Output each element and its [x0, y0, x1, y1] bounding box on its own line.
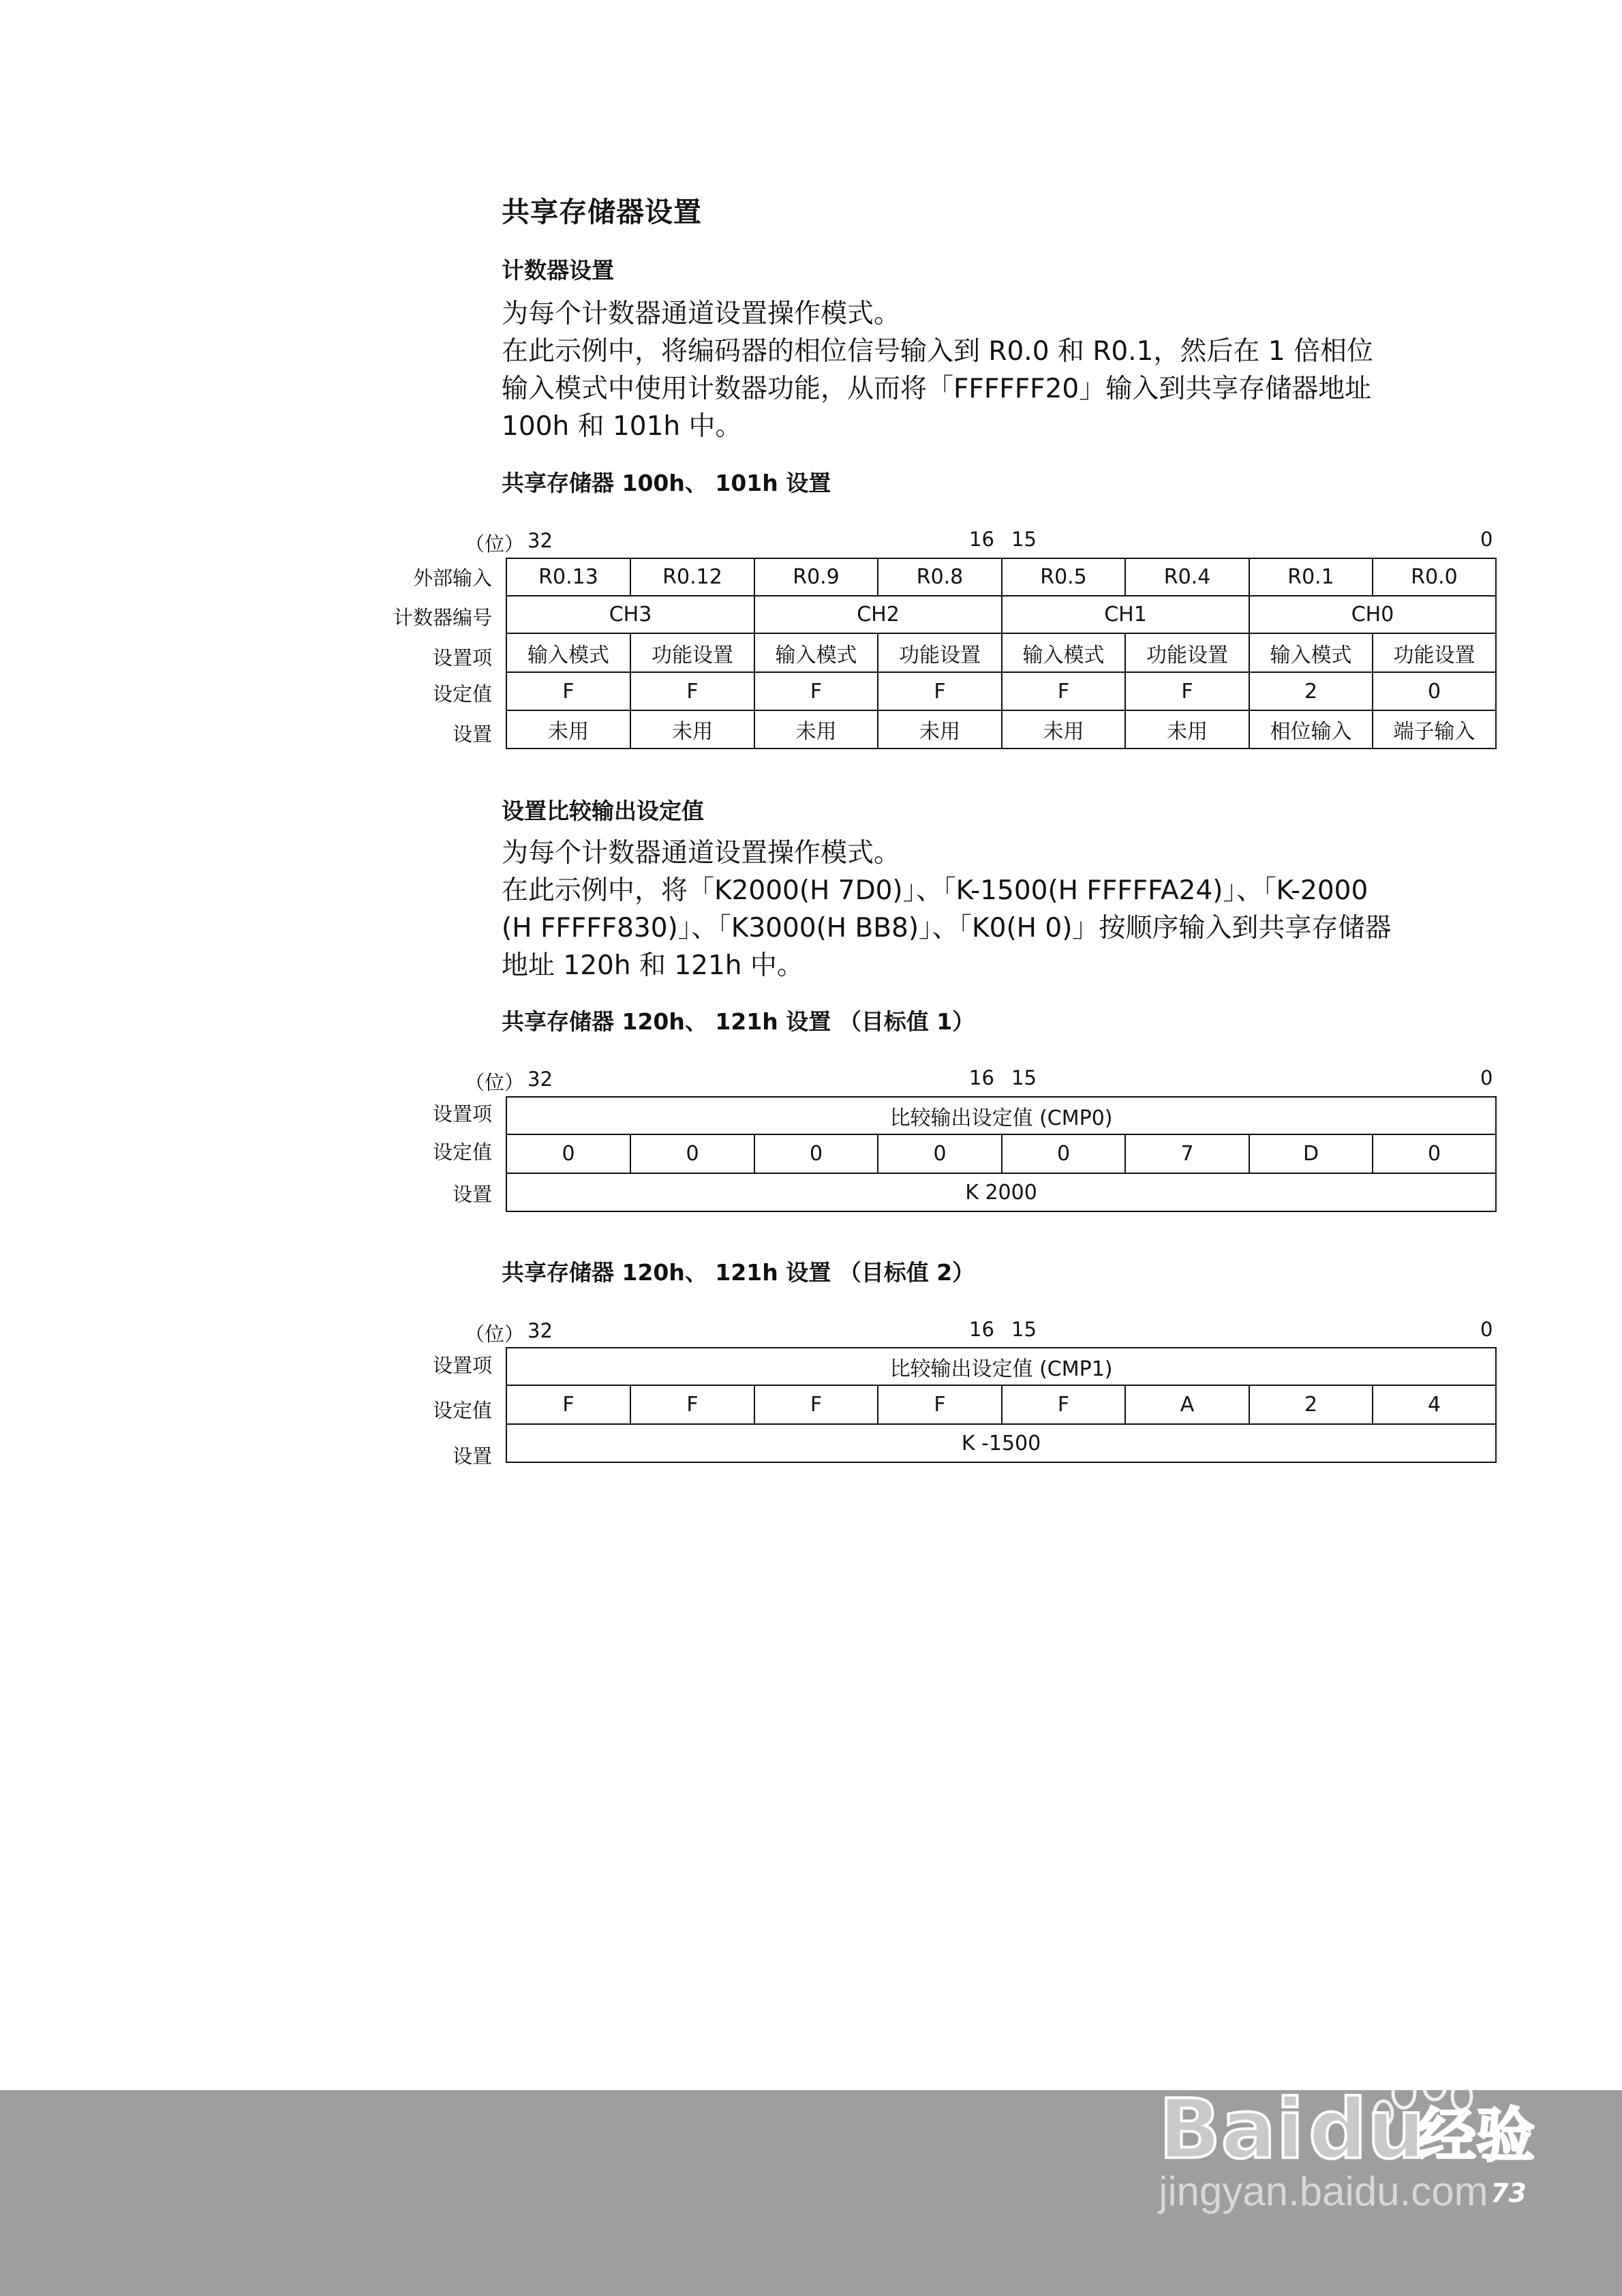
row-label-setting-item: 设置项	[432, 646, 492, 669]
external-input-row	[506, 558, 1496, 596]
cell-setting: 未用	[630, 710, 754, 749]
cell-setting: 相位输入	[1249, 710, 1373, 749]
setting-value-row	[506, 1134, 1496, 1173]
svg-text:Bai: Bai	[1159, 2083, 1304, 2168]
row-label-setting: 设置	[452, 1445, 492, 1468]
cell-setting-value: A	[1125, 1385, 1249, 1424]
setting-item-row	[506, 1348, 1496, 1385]
cell-setting-value: 7	[1125, 1134, 1249, 1173]
cell-channel: CH3	[506, 596, 754, 633]
cell-setting-value: 0	[630, 1134, 754, 1173]
bit-32-label: 32	[527, 1319, 553, 1342]
cell-setting-value: 0	[754, 1134, 878, 1173]
bit-32-label: 32	[527, 529, 553, 552]
shared-memory-120h-target2-table	[506, 1347, 1497, 1463]
cell-setting-item: 功能设置	[630, 633, 754, 672]
section2-paragraph	[502, 834, 1503, 984]
cell-setting-item: 比较输出设定值 (CMP0)	[506, 1097, 1496, 1134]
bit-unit-label: （位）	[465, 532, 525, 556]
cell-external-input: R0.8	[878, 558, 1002, 596]
cell-channel: CH1	[1002, 596, 1249, 633]
cell-setting-value: 0	[1002, 1134, 1125, 1173]
cell-setting: 未用	[506, 710, 630, 749]
setting-item-row	[506, 1097, 1496, 1134]
shared-memory-120h-target1-table	[506, 1096, 1497, 1212]
svg-text:du: du	[1309, 2083, 1426, 2168]
row-label-setting-item: 设置项	[432, 1354, 492, 1377]
cell-setting-item: 输入模式	[1002, 633, 1125, 672]
table-title-120h-target1: 共享存储器 120h、 121h 设置 （目标值 1）	[502, 1008, 975, 1035]
cell-setting-value: F	[506, 672, 630, 710]
bit-16-label: 16	[969, 1066, 994, 1089]
paragraph-line: 100h 和 101h 中。	[502, 411, 742, 442]
row-label-counter-number: 计数器编号	[393, 606, 492, 629]
cell-setting-value: F	[878, 672, 1002, 710]
setting-value-row	[506, 1385, 1496, 1424]
cell-setting-item: 输入模式	[1249, 633, 1373, 672]
baidu-jingyan-logo	[1159, 2066, 1540, 2168]
setting-item-row	[506, 633, 1496, 672]
bit-16-label: 16	[969, 528, 994, 551]
section-heading-compare-output: 设置比较输出设定值	[502, 798, 704, 824]
bit-0-label: 0	[1480, 1066, 1493, 1089]
paragraph-line: 输入模式中使用计数器功能，从而将「FFFFFF20」输入到共享存储器地址	[502, 374, 1372, 404]
cell-external-input: R0.12	[630, 558, 754, 596]
paragraph-line: 为每个计数器通道设置操作模式。	[502, 838, 901, 868]
bit-unit-label: （位）	[465, 1323, 525, 1346]
row-label-setting-value: 设定值	[432, 682, 492, 706]
bit-15-label: 15	[1011, 1066, 1037, 1089]
cell-setting-value: F	[1002, 672, 1125, 710]
paragraph-line: 在此示例中，将编码器的相位信号输入到 R0.0 和 R0.1，然后在 1 倍相位	[502, 336, 1374, 367]
cell-setting-item: 功能设置	[1373, 633, 1496, 672]
section-heading-counter: 计数器设置	[502, 257, 614, 284]
bit-0-label: 0	[1480, 528, 1493, 551]
row-label-setting: 设置	[452, 1183, 492, 1206]
cell-setting: 未用	[754, 710, 878, 749]
paragraph-line: 地址 120h 和 121h 中。	[502, 950, 804, 981]
cell-setting-value: 2	[1249, 672, 1373, 710]
shared-memory-100h-table	[506, 558, 1497, 749]
row-label-setting: 设置	[452, 723, 492, 746]
cell-external-input: R0.4	[1125, 558, 1249, 596]
bit-32-label: 32	[527, 1068, 553, 1091]
cell-setting-item: 输入模式	[506, 633, 630, 672]
row-label-setting-value: 设定值	[432, 1399, 492, 1422]
setting-row	[506, 710, 1496, 749]
page-number: 73	[1490, 2178, 1527, 2208]
cell-setting-value: F	[1002, 1385, 1125, 1424]
cell-setting: 端子输入	[1373, 710, 1496, 749]
row-label-setting-value: 设定值	[432, 1141, 492, 1164]
cell-setting-value: F	[506, 1385, 630, 1424]
setting-row	[506, 1173, 1496, 1211]
cell-setting: K 2000	[506, 1173, 1496, 1211]
svg-text:经验: 经验	[1418, 2102, 1535, 2168]
cell-setting-value: D	[1249, 1134, 1373, 1173]
paragraph-line: 在此示例中，将「K2000(H 7D0)」、「K-1500(H FFFFFA24)」、「K-2000	[502, 875, 1368, 906]
cell-external-input: R0.9	[754, 558, 878, 596]
setting-row	[506, 1424, 1496, 1462]
section1-paragraph	[502, 295, 1503, 445]
cell-setting-value: 0	[1373, 1134, 1496, 1173]
bit-0-label: 0	[1480, 1318, 1493, 1341]
cell-setting-value: F	[630, 672, 754, 710]
watermark-url[interactable]: jingyan.baidu.com	[1159, 2169, 1488, 2214]
cell-setting-value: F	[1125, 672, 1249, 710]
cell-setting-value: 0	[1373, 672, 1496, 710]
cell-setting-item: 功能设置	[878, 633, 1002, 672]
cell-setting-value: 0	[506, 1134, 630, 1173]
page-title: 共享存储器设置	[502, 196, 702, 228]
cell-setting-value: 4	[1373, 1385, 1496, 1424]
cell-channel: CH2	[754, 596, 1002, 633]
cell-setting-value: F	[878, 1385, 1002, 1424]
table-title-120h-target2: 共享存储器 120h、 121h 设置 （目标值 2）	[502, 1259, 975, 1286]
paragraph-line: (H FFFFF830)」、「K3000(H BB8)」、「K0(H 0)」按顺序输入到共享存储器	[502, 913, 1392, 943]
cell-setting-value: F	[630, 1385, 754, 1424]
bit-16-label: 16	[969, 1318, 994, 1341]
bit-15-label: 15	[1011, 528, 1037, 551]
cell-external-input: R0.0	[1373, 558, 1496, 596]
cell-setting-item: 比较输出设定值 (CMP1)	[506, 1348, 1496, 1385]
cell-external-input: R0.5	[1002, 558, 1125, 596]
row-label-external-input: 外部输入	[412, 567, 492, 590]
cell-setting: 未用	[1002, 710, 1125, 749]
cell-setting-value: F	[754, 1385, 878, 1424]
setting-value-row	[506, 672, 1496, 710]
cell-external-input: R0.13	[506, 558, 630, 596]
cell-setting-value: F	[754, 672, 878, 710]
cell-setting-item: 功能设置	[1125, 633, 1249, 672]
cell-setting: K -1500	[506, 1424, 1496, 1462]
cell-external-input: R0.1	[1249, 558, 1373, 596]
cell-setting-item: 输入模式	[754, 633, 878, 672]
row-label-setting-item: 设置项	[432, 1102, 492, 1126]
channel-row	[506, 596, 1496, 633]
cell-setting-value: 0	[878, 1134, 1002, 1173]
bit-15-label: 15	[1011, 1318, 1037, 1341]
table-title-100h: 共享存储器 100h、 101h 设置	[502, 470, 831, 496]
cell-setting: 未用	[1125, 710, 1249, 749]
paragraph-line: 为每个计数器通道设置操作模式。	[502, 299, 901, 329]
cell-setting-value: 2	[1249, 1385, 1373, 1424]
cell-setting: 未用	[878, 710, 1002, 749]
bit-unit-label: （位）	[465, 1071, 525, 1094]
cell-channel: CH0	[1249, 596, 1496, 633]
